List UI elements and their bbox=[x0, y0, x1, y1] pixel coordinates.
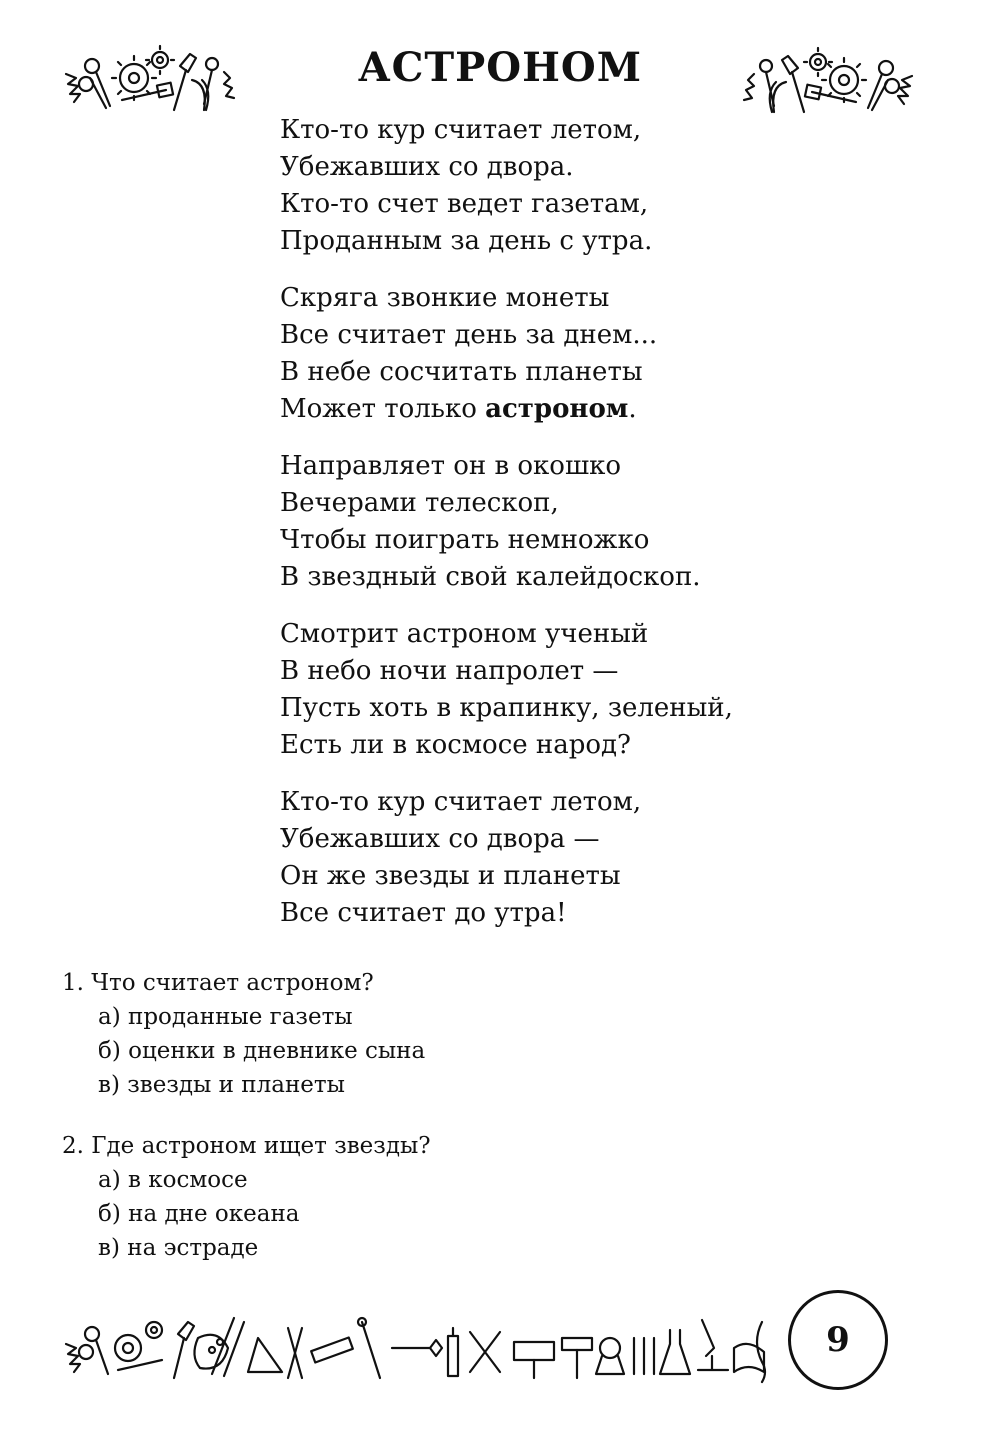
question-block bbox=[62, 966, 762, 1102]
poem-line: Все считает день за днем... bbox=[280, 320, 658, 350]
answer-option: б) на дне океана bbox=[98, 1201, 300, 1227]
poem-line: Все считает до утра! bbox=[280, 898, 567, 928]
line-prefix: Может только bbox=[280, 394, 486, 424]
question-text: 1. Что считает астроном? bbox=[62, 970, 374, 996]
answer-option: в) звезды и планеты bbox=[98, 1072, 345, 1098]
question-text: 2. Где астроном ищет звезды? bbox=[62, 1133, 431, 1159]
stanza bbox=[280, 280, 840, 428]
poem-line: Кто-то кур считает летом, bbox=[280, 787, 642, 817]
poem-line: Есть ли в космосе народ? bbox=[280, 730, 631, 760]
poem-line: Чтобы поиграть немножко bbox=[280, 525, 650, 555]
stanza bbox=[280, 112, 840, 260]
poem-line: Кто-то кур считает летом, bbox=[280, 115, 642, 145]
poem-line: Смотрит астроном ученый bbox=[280, 619, 649, 649]
bold-word: астроном bbox=[485, 394, 629, 424]
answer-option: а) проданные газеты bbox=[98, 1004, 353, 1030]
answer-option: б) оценки в дневнике сына bbox=[98, 1038, 426, 1064]
stanza bbox=[280, 784, 840, 932]
question-block bbox=[62, 1129, 762, 1265]
stanza bbox=[280, 616, 840, 764]
poem-line: Убежавших со двора — bbox=[280, 824, 600, 854]
line-suffix: . bbox=[628, 394, 637, 424]
poem-line: Пусть хоть в крапинку, зеленый, bbox=[280, 693, 733, 723]
questions bbox=[62, 966, 762, 1292]
answer-option: а) в космосе bbox=[98, 1167, 248, 1193]
poem-line: В небо ночи напролет — bbox=[280, 656, 619, 686]
answer-option: в) на эстраде bbox=[98, 1235, 259, 1261]
poem-line: В небе сосчитать планеты bbox=[280, 357, 643, 387]
poem-line: В звездный свой калейдоскоп. bbox=[280, 562, 701, 592]
poem-line: Вечерами телескоп, bbox=[280, 488, 559, 518]
tools-border-ornament-icon bbox=[62, 1308, 774, 1388]
poem-line: Направляет он в окошко bbox=[280, 451, 622, 481]
poem-line: Кто-то счет ведет газетам, bbox=[280, 189, 649, 219]
poem-line: Он же звезды и планеты bbox=[280, 861, 621, 891]
poem-line: Проданным за день с утра. bbox=[280, 226, 653, 256]
poem-line-bold bbox=[280, 391, 840, 428]
page-number: 9 bbox=[788, 1290, 888, 1390]
poem bbox=[280, 112, 840, 952]
page-title: АСТРОНОМ bbox=[357, 44, 642, 91]
poem-line: Убежавших со двора. bbox=[280, 152, 574, 182]
stanza bbox=[280, 448, 840, 596]
poem-line: Скряга звонкие монеты bbox=[280, 283, 610, 313]
